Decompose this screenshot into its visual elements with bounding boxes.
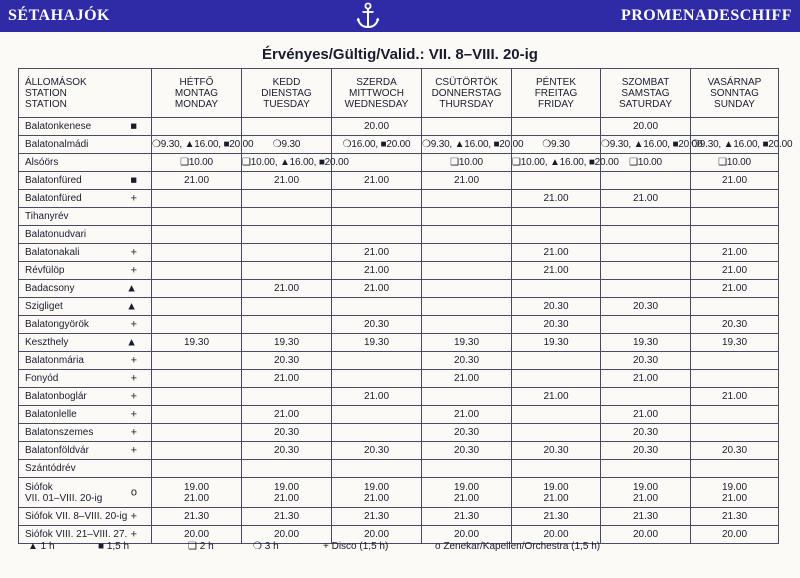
time-cell [152, 118, 242, 136]
time-cell [242, 388, 332, 406]
station-mark: ▲ [126, 282, 137, 294]
station-cell [19, 226, 152, 244]
time-cell [691, 118, 779, 136]
table-row [19, 190, 779, 208]
time-cell: 21.00 [332, 262, 422, 280]
time-cell: 21.00 [332, 172, 422, 190]
legend-item-1-5h: ■ 1,5 h [98, 541, 130, 552]
time-cell: 20.30 [512, 298, 601, 316]
legend [28, 541, 768, 552]
station-mark: ■ [130, 120, 137, 132]
table-row [19, 208, 779, 226]
station-cell [19, 442, 152, 460]
time-cell: 21.00 [691, 262, 779, 280]
time-cell: 20.30 [601, 442, 691, 460]
time-cell: ❍9.30 [242, 136, 332, 154]
station-cell [19, 118, 152, 136]
time-cell [332, 424, 422, 442]
time-cell [422, 190, 512, 208]
station-cell [19, 316, 152, 334]
time-cell: ❑10.00 [422, 154, 512, 172]
table-row [19, 352, 779, 370]
time-cell: 20.00 [512, 526, 601, 544]
time-cell [691, 208, 779, 226]
time-cell [601, 388, 691, 406]
column-header-line: STATION [25, 87, 67, 99]
station-name: Alsóörs [25, 157, 59, 168]
time-cell: 19.00 21.00 [152, 478, 242, 508]
station-name: Balatonakali [25, 247, 80, 258]
time-cell [691, 406, 779, 424]
time-cell: 20.30 [691, 316, 779, 334]
table-row [19, 370, 779, 388]
time-cell: ❑10.00 [601, 154, 691, 172]
time-cell: 20.30 [422, 442, 512, 460]
station-cell [19, 388, 152, 406]
station-cell [19, 424, 152, 442]
column-header-day [691, 69, 779, 118]
table-row [19, 478, 779, 508]
time-cell: 20.00 [332, 526, 422, 544]
time-cell [691, 370, 779, 388]
time-cell: 20.00 [152, 526, 242, 544]
time-cell [332, 298, 422, 316]
time-cell: 19.00 21.00 [601, 478, 691, 508]
time-cell: 19.30 [332, 334, 422, 352]
time-cell [422, 460, 512, 478]
table-row [19, 316, 779, 334]
column-header-day [152, 69, 242, 118]
station-name: Balatonfüred [25, 193, 82, 204]
time-cell [152, 208, 242, 226]
time-cell [152, 442, 242, 460]
time-cell [422, 298, 512, 316]
station-mark: + [130, 354, 137, 366]
column-header-day [512, 69, 601, 118]
time-cell: 20.00 [242, 526, 332, 544]
time-cell: ❍16.00, ■20.00 [332, 136, 422, 154]
time-cell [512, 172, 601, 190]
time-cell [242, 460, 332, 478]
station-cell [19, 172, 152, 190]
time-cell [152, 352, 242, 370]
time-cell: 20.30 [422, 424, 512, 442]
column-header-station [19, 69, 152, 118]
station-mark: + [130, 390, 137, 402]
time-cell: 21.30 [242, 508, 332, 526]
legend-item-orchestra: o Zenekar/Kapellen/Orchestra (1,5 h) [435, 541, 601, 552]
time-cell: 19.30 [152, 334, 242, 352]
time-cell: 21.00 [512, 190, 601, 208]
time-cell: 21.30 [691, 508, 779, 526]
table-row [19, 262, 779, 280]
column-header-line: STATION [25, 98, 67, 110]
station-mark: + [130, 318, 137, 330]
time-cell: 21.00 [422, 172, 512, 190]
station-cell [19, 334, 152, 352]
station-name: Balatonalmádi [25, 139, 89, 150]
time-cell: 19.30 [512, 334, 601, 352]
time-cell: 19.00 21.00 [422, 478, 512, 508]
column-header-line: VASÁRNAP [707, 76, 762, 88]
station-mark: + [130, 408, 137, 420]
column-header-line: MITTWOCH [349, 87, 404, 99]
time-cell: 21.00 [691, 244, 779, 262]
table-row [19, 154, 779, 172]
time-cell: 21.00 [332, 280, 422, 298]
time-cell: ❍9.30, ▲16.00, ■20.00 [152, 136, 242, 154]
station-mark: + [130, 510, 137, 522]
time-cell [242, 244, 332, 262]
column-header-line: SONNTAG [710, 87, 759, 99]
time-cell [512, 424, 601, 442]
column-header-line: KEDD [272, 76, 301, 88]
station-name: Balatonlelle [25, 409, 77, 420]
table-row [19, 118, 779, 136]
station-name: Balatonfüred [25, 175, 82, 186]
column-header-line: FREITAG [534, 87, 578, 99]
table-row [19, 406, 779, 424]
time-cell: 20.30 [512, 442, 601, 460]
time-cell [512, 352, 601, 370]
time-cell [242, 118, 332, 136]
time-cell: 21.00 [691, 172, 779, 190]
time-cell [691, 298, 779, 316]
time-cell: 19.00 21.00 [332, 478, 422, 508]
legend-item-1h: ▲ 1 h [28, 541, 55, 552]
station-mark: + [130, 264, 137, 276]
column-header-day [242, 69, 332, 118]
table-row [19, 508, 779, 526]
station-mark: + [130, 192, 137, 204]
time-cell: 19.00 21.00 [242, 478, 332, 508]
column-header-line: THURSDAY [439, 98, 494, 110]
time-cell [601, 172, 691, 190]
station-cell [19, 262, 152, 280]
time-cell: ❍9.30, ▲16.00, ■20.00 [601, 136, 691, 154]
header-right-title: PROMENADESCHIFF [620, 7, 792, 24]
column-header-line: DONNERSTAG [431, 87, 502, 99]
column-header-line: TUESDAY [263, 98, 310, 110]
station-name: Siófok VIII. 21–VIII. 27. [25, 529, 128, 540]
column-header-day [332, 69, 422, 118]
station-cell [19, 298, 152, 316]
column-header-line: SATURDAY [619, 98, 672, 110]
column-header-line: PÉNTEK [535, 76, 576, 88]
time-cell [691, 424, 779, 442]
time-cell [242, 226, 332, 244]
table-row [19, 388, 779, 406]
time-cell: 19.00 21.00 [691, 478, 779, 508]
time-cell [332, 208, 422, 226]
time-cell [691, 460, 779, 478]
time-cell [601, 244, 691, 262]
time-cell [512, 280, 601, 298]
station-name: Balatonföldvár [25, 445, 89, 456]
validity-title: Érvényes/Gültig/Valid.: VII. 8–VIII. 20-ig [262, 46, 538, 63]
time-cell [691, 352, 779, 370]
station-name: Tihanyrév [25, 211, 69, 222]
time-cell: 20.00 [691, 526, 779, 544]
time-cell: ❍9.30, ▲16.00, ■20.00 [691, 136, 779, 154]
time-cell: 21.00 [601, 370, 691, 388]
header-left-title: SÉTAHAJÓK [8, 7, 110, 24]
station-name: Balatonkenese [25, 121, 92, 132]
time-cell: 21.00 [422, 406, 512, 424]
column-header-line: HÉTFŐ [179, 76, 214, 88]
column-header-day [601, 69, 691, 118]
station-name: Keszthely [25, 337, 69, 348]
time-cell: 19.30 [691, 334, 779, 352]
column-header-line: ÁLLOMÁSOK [25, 76, 87, 88]
legend-item-2h: ❑ 2 h [188, 541, 214, 552]
time-cell: 20.30 [332, 316, 422, 334]
time-cell [152, 406, 242, 424]
station-mark: + [130, 528, 137, 540]
time-cell: 21.30 [512, 508, 601, 526]
time-cell [242, 262, 332, 280]
time-cell: 21.00 [512, 388, 601, 406]
time-cell: ❍9.30 [512, 136, 601, 154]
table-row [19, 244, 779, 262]
time-cell: ❍9.30, ▲16.00, ■20.00 [422, 136, 512, 154]
time-cell [512, 370, 601, 388]
station-mark: ▲ [126, 336, 137, 348]
timetable [18, 68, 793, 544]
station-cell [19, 190, 152, 208]
table-row [19, 424, 779, 442]
time-cell [152, 190, 242, 208]
station-name: Badacsony [25, 283, 75, 294]
table-row [19, 442, 779, 460]
time-cell: ❑10.00, ▲16.00, ■20.00 [242, 154, 332, 172]
time-cell [332, 226, 422, 244]
column-header-line: SAMSTAG [621, 87, 670, 99]
time-cell: 20.00 [601, 118, 691, 136]
station-cell [19, 508, 152, 526]
column-header-line: DIENSTAG [261, 87, 312, 99]
station-name: Szántódrév [25, 463, 76, 474]
station-cell [19, 244, 152, 262]
station-cell [19, 352, 152, 370]
column-header-line: FRIDAY [538, 98, 574, 110]
time-cell [152, 298, 242, 316]
table-row [19, 172, 779, 190]
column-header-line: CSÜTÖRTÖK [435, 76, 498, 88]
time-cell [242, 316, 332, 334]
time-cell: 21.00 [242, 406, 332, 424]
station-mark: + [130, 372, 137, 384]
station-name: Balatonszemes [25, 427, 94, 438]
station-cell [19, 208, 152, 226]
time-cell: 19.30 [422, 334, 512, 352]
legend-item-disco: + Disco (1,5 h) [323, 541, 389, 552]
column-header-line: WEDNESDAY [344, 98, 409, 110]
time-cell: ❑10.00, ▲16.00, ■20.00 [512, 154, 601, 172]
station-name: Siófok VII. 8–VIII. 20-ig [25, 511, 128, 522]
table-row [19, 226, 779, 244]
time-cell [422, 226, 512, 244]
time-cell: 20.30 [601, 352, 691, 370]
time-cell [512, 406, 601, 424]
station-name: Balatongyörök [25, 319, 89, 330]
time-cell [332, 460, 422, 478]
time-cell: 21.30 [601, 508, 691, 526]
station-mark: ▲ [126, 300, 137, 312]
header-row [19, 69, 779, 118]
time-cell: ❑10.00 [152, 154, 242, 172]
time-cell: ❑10.00 [691, 154, 779, 172]
time-cell [152, 370, 242, 388]
station-name: Balatonmária [25, 355, 84, 366]
time-cell: 20.30 [332, 442, 422, 460]
time-cell: 20.30 [512, 316, 601, 334]
legend-item-3h: ❍ 3 h [253, 541, 279, 552]
time-cell [332, 190, 422, 208]
time-cell [601, 460, 691, 478]
station-mark: ■ [130, 174, 137, 186]
time-cell [601, 226, 691, 244]
time-cell [512, 118, 601, 136]
time-cell [422, 208, 512, 226]
time-cell: 21.30 [332, 508, 422, 526]
time-cell: 21.00 [152, 172, 242, 190]
station-mark: o [130, 486, 137, 498]
time-cell [691, 190, 779, 208]
station-name: Szigliget [25, 301, 63, 312]
column-header-line: SZERDA [356, 76, 397, 88]
station-name: Siófok VII. 01–VIII. 20-ig [25, 481, 103, 504]
station-cell [19, 136, 152, 154]
time-cell [242, 190, 332, 208]
time-cell: 21.00 [601, 406, 691, 424]
time-cell [512, 460, 601, 478]
time-cell: 20.00 [332, 118, 422, 136]
table-row [19, 298, 779, 316]
time-cell [512, 226, 601, 244]
time-cell [242, 298, 332, 316]
time-cell [332, 370, 422, 388]
time-cell: 21.00 [691, 388, 779, 406]
time-cell [242, 208, 332, 226]
time-cell: 20.30 [422, 352, 512, 370]
time-cell: 19.30 [601, 334, 691, 352]
station-cell [19, 406, 152, 424]
time-cell [601, 208, 691, 226]
time-cell: 20.00 [422, 526, 512, 544]
time-cell [512, 208, 601, 226]
time-cell [332, 352, 422, 370]
time-cell: 20.30 [601, 298, 691, 316]
anchor-icon [352, 0, 384, 32]
station-name: Fonyód [25, 373, 59, 384]
station-mark: + [130, 246, 137, 258]
station-cell [19, 154, 152, 172]
time-cell [422, 316, 512, 334]
time-cell: 20.30 [242, 442, 332, 460]
column-header-line: MONDAY [174, 98, 219, 110]
table-row [19, 460, 779, 478]
time-cell: 21.00 [601, 190, 691, 208]
station-mark: + [130, 426, 137, 438]
time-cell [152, 460, 242, 478]
time-cell: 19.00 21.00 [512, 478, 601, 508]
station-cell [19, 460, 152, 478]
table-row [19, 136, 779, 154]
time-cell: 20.30 [691, 442, 779, 460]
time-cell [422, 280, 512, 298]
time-cell: 21.00 [332, 244, 422, 262]
time-cell [601, 262, 691, 280]
time-cell [422, 118, 512, 136]
station-name: Balatonudvari [25, 229, 87, 240]
time-cell: 21.30 [152, 508, 242, 526]
column-header-day [422, 69, 512, 118]
time-cell: 20.30 [601, 424, 691, 442]
time-cell: 20.00 [601, 526, 691, 544]
time-cell: 21.30 [422, 508, 512, 526]
column-header-line: SZOMBAT [621, 76, 670, 88]
timetable-body [19, 118, 793, 544]
table-row [19, 334, 779, 352]
time-cell [601, 316, 691, 334]
time-cell: 21.00 [242, 370, 332, 388]
station-cell [19, 280, 152, 298]
time-cell [691, 226, 779, 244]
station-name: Révfülöp [25, 265, 65, 276]
header-band [0, 0, 800, 32]
station-name: Balatonboglár [25, 391, 87, 402]
time-cell: 20.30 [242, 352, 332, 370]
time-cell [422, 244, 512, 262]
time-cell [422, 388, 512, 406]
station-mark: + [130, 444, 137, 456]
station-cell [19, 370, 152, 388]
time-cell: 21.00 [691, 280, 779, 298]
time-cell [152, 244, 242, 262]
time-cell [601, 280, 691, 298]
time-cell: 21.00 [512, 244, 601, 262]
time-cell [422, 262, 512, 280]
timetable-header [19, 69, 779, 118]
time-cell: 21.00 [422, 370, 512, 388]
time-cell: 21.00 [242, 172, 332, 190]
time-cell [152, 388, 242, 406]
table-row [19, 280, 779, 298]
time-cell [152, 262, 242, 280]
time-cell [152, 226, 242, 244]
time-cell [152, 316, 242, 334]
time-cell [152, 424, 242, 442]
time-cell: 21.00 [332, 388, 422, 406]
station-cell [19, 478, 152, 508]
column-header-line: SUNDAY [714, 98, 755, 110]
time-cell: 20.30 [242, 424, 332, 442]
time-cell: 21.00 [512, 262, 601, 280]
time-cell [332, 406, 422, 424]
time-cell: 19.30 [242, 334, 332, 352]
time-cell: 21.00 [242, 280, 332, 298]
time-cell [152, 280, 242, 298]
column-header-line: MONTAG [174, 87, 219, 99]
